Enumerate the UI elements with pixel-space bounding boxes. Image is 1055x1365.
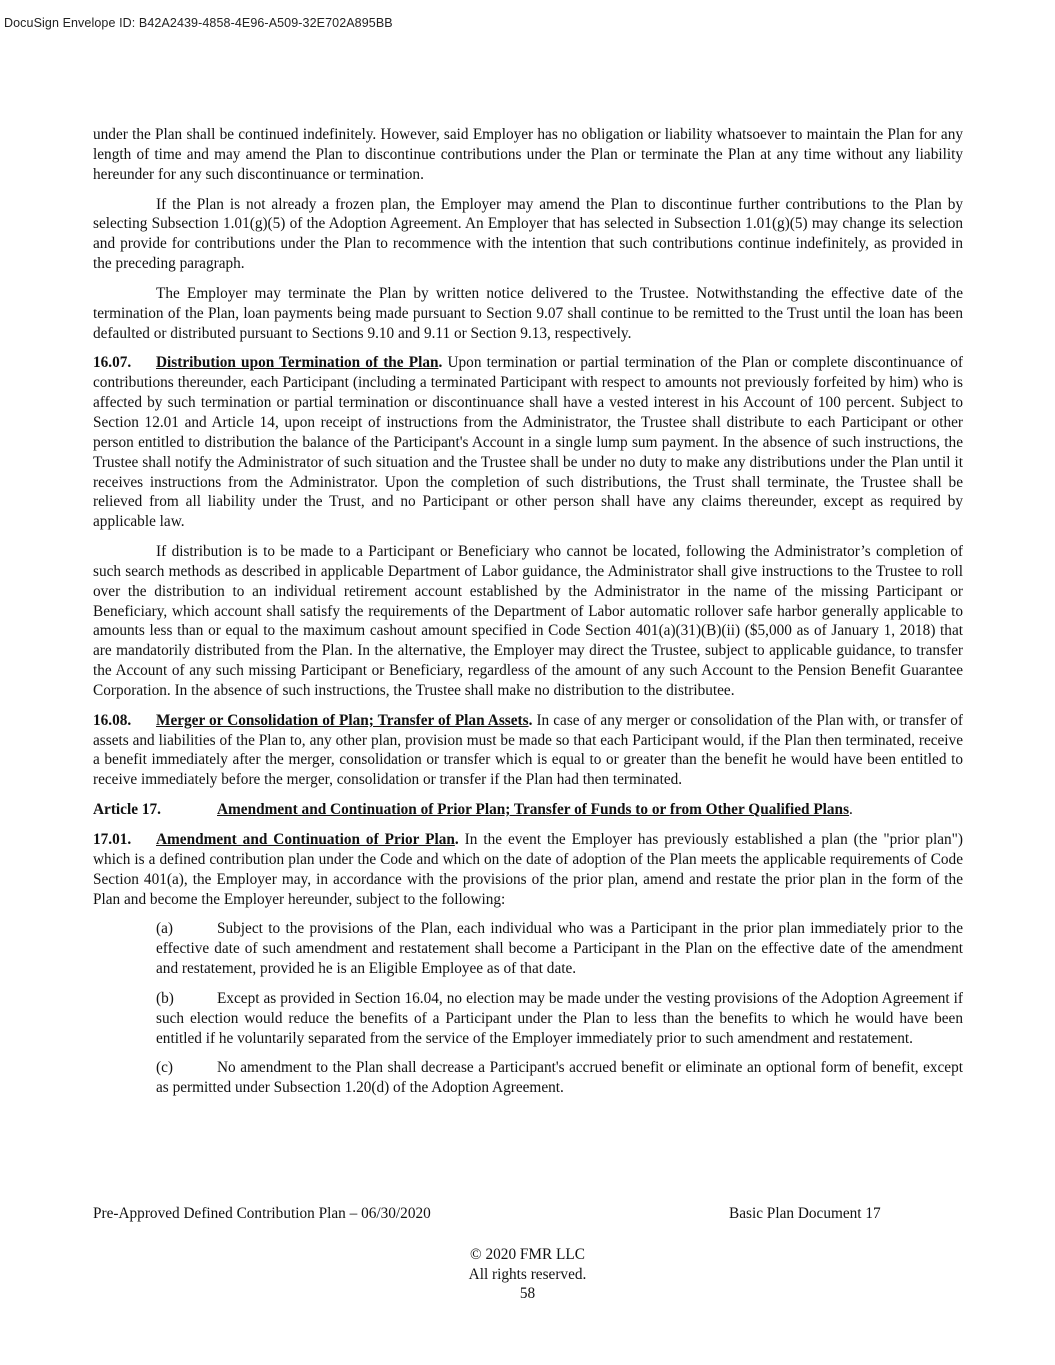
- article-title-period: .: [849, 801, 853, 819]
- section-number: 16.08.: [93, 711, 132, 729]
- sub-item-c: [156, 1058, 963, 1098]
- sub-item-b: [156, 989, 963, 1049]
- section-title-period: .: [454, 831, 459, 848]
- footer-rights: All rights reserved.: [468, 1265, 587, 1283]
- section-number: 16.07.: [93, 354, 132, 372]
- section-17-01: [93, 830, 963, 909]
- footer-document-section: Basic Plan Document 17: [729, 1205, 881, 1222]
- sub-item-label: (b): [156, 989, 174, 1007]
- section-text: In the event the Employer has previously established a plan (the "prior plan") which is a defined contribution plan under the Code and which on the date of adoption of the Plan meets the applicable requirements of Code Section 401(a), the Employer may, in accordance with the provisions of the prior plan, amend and restate the prior plan in the form of the Plan and become the Employer hereunder, subject to the following:: [93, 831, 964, 908]
- sub-item-label: (c): [156, 1059, 173, 1077]
- paragraph-frozen-plan: If the Plan is not already a frozen plan, the Employer may amend the Plan to discontinue further contributions to the Plan by selecting Subsection 1.01(g)(5) of the Adoption Agreement. An Employer that has selected in Subsection 1.01(g)(5) may change its selection and provide for contributions under the Plan to recommence with the intention that such contributions continue indefinitely, as provided in the preceding paragraph.: [93, 195, 963, 273]
- section-title-period: .: [528, 711, 533, 729]
- section-title: Merger or Consolidation of Plan; Transfer of Plan Assets: [156, 711, 529, 729]
- section-text: Upon termination or partial termination of the Plan or complete discontinuance of contributions thereunder, each Participant (including a terminated Participant with respect to amounts not previously forfeited by him) who is affected by such termination or partial termination or discontinuance shall have a vested interest in his Account of 100 percent. Subject to Section 12.01 and Article 14, upon receipt of instructions from the Administrator, the Trustee shall distribute to each Participant or other person entitled to distribution the balance of the Participant's Account in a single lump sum payment. In the absence of such instructions, the Trustee shall notify the Administrator of such situation and the Trustee shall be under no duty to make any distributions under the Plan until it receives instructions from the Administrator. Upon the completion of such distributions, the Trust shall terminate, the Trustee shall be relieved from all liability under the Trust, and no Participant or other person shall have any claims thereunder, except as required by applicable law.: [93, 354, 963, 531]
- section-16-08: [93, 711, 963, 790]
- sub-item-label: (a): [156, 920, 173, 938]
- sub-item-a: [156, 919, 963, 979]
- section-number: 17.01.: [93, 831, 132, 848]
- section-title: Distribution upon Termination of the Plan: [156, 354, 439, 372]
- sub-item-text: No amendment to the Plan shall decrease a Participant's accrued benefit or eliminate an optional form of benefit, except as permitted under Subsection 1.20(d) of the Adoption Agreement.: [156, 1059, 963, 1097]
- sub-item-text: Subject to the provisions of the Plan, each individual who was a Participant in the prior plan immediately prior to the effective date of such amendment and restatement shall become a Participant in the Plan on the effective date of the amendment and restatement, provided he is an Eligible Employee as of that date.: [156, 920, 963, 978]
- article-title: Amendment and Continuation of Prior Plan; Transfer of Funds to or from Other Qualified Plans: [217, 801, 850, 819]
- paragraph-continued: under the Plan shall be continued indefinitely. However, said Employer has no obligation or liability whatsoever to maintain the Plan for any length of time and may amend the Plan to discontinue contributions under the Plan or terminate the Plan at any time without any liability hereunder for any such discontinuance or termination.: [93, 126, 963, 183]
- paragraph-missing-participant: If distribution is to be made to a Participant or Beneficiary who cannot be located, following the Administrator’s completion of such search methods as described in applicable Department of Labor guidance, the Administrator shall give instructions to the Trustee to roll over the distribution to an individual retirement account established by the Administrator in the name of the missing Participant or Beneficiary, which account shall satisfy the requirements of the Department of Labor automatic rollover safe harbor generally applicable to amounts less than or equal to the maximum cashout amount specified in Code Section 401(a)(31)(B)(ii) ($5,000 as of January 1, 2018) that are mandatorily distributed from the Plan. In the alternative, the Employer may direct the Trustee, subject to applicable guidance, to transfer the Account of any such missing Participant or Beneficiary, regardless of the amount of any such Account to the Pension Benefit Guarantee Corporation. In the absence of such instructions, the Trustee shall make no distribution to the distributee.: [93, 543, 963, 699]
- footer-document-name: Pre-Approved Defined Contribution Plan – 06/30/2020: [93, 1205, 431, 1222]
- section-text: In case of any merger or consolidation of the Plan with, or transfer of assets and liabilities of the Plan to, any other plan, provision must be made so that each Participant would, if the Plan then terminated, receive a benefit immediately after the merger, consolidation or transfer which is equal to or greater than the benefit he would have been entitled to receive immediately before the merger, consolidation or transfer if the Plan had then terminated.: [93, 711, 963, 789]
- page-number: 58: [519, 1285, 536, 1302]
- article-number: Article 17.: [93, 801, 161, 819]
- section-title: Amendment and Continuation of Prior Plan: [156, 831, 455, 848]
- section-title-period: .: [438, 354, 443, 372]
- footer-copyright-block: [0, 1245, 1055, 1304]
- section-16-07: [93, 353, 963, 532]
- footer-copyright: © 2020 FMR LLC: [470, 1246, 585, 1263]
- article-17-heading: [93, 800, 963, 820]
- docusign-envelope-id: DocuSign Envelope ID: B42A2439-4858-4E96-A509-32E702A895BB: [4, 16, 393, 30]
- paragraph-terminate-plan: The Employer may terminate the Plan by written notice delivered to the Trustee. Notwithstanding the effective date of the termination of the Plan, loan payments being made pursuant to Section 9.07 shall continue to be remitted to the Trust until the loan has been defaulted or distributed pursuant to Sections 9.10 and 9.11 or Section 9.13, respectively.: [93, 284, 963, 342]
- sub-item-text: Except as provided in Section 16.04, no election may be made under the vesting provisions of the Adoption Agreement if such election would reduce the benefits of a Participant under the Plan to less than the benefits to which he would have been entitled if he voluntarily separated from the service of the Employer immediately prior to such amendment and restatement.: [156, 989, 963, 1047]
- document-body: [93, 125, 963, 1108]
